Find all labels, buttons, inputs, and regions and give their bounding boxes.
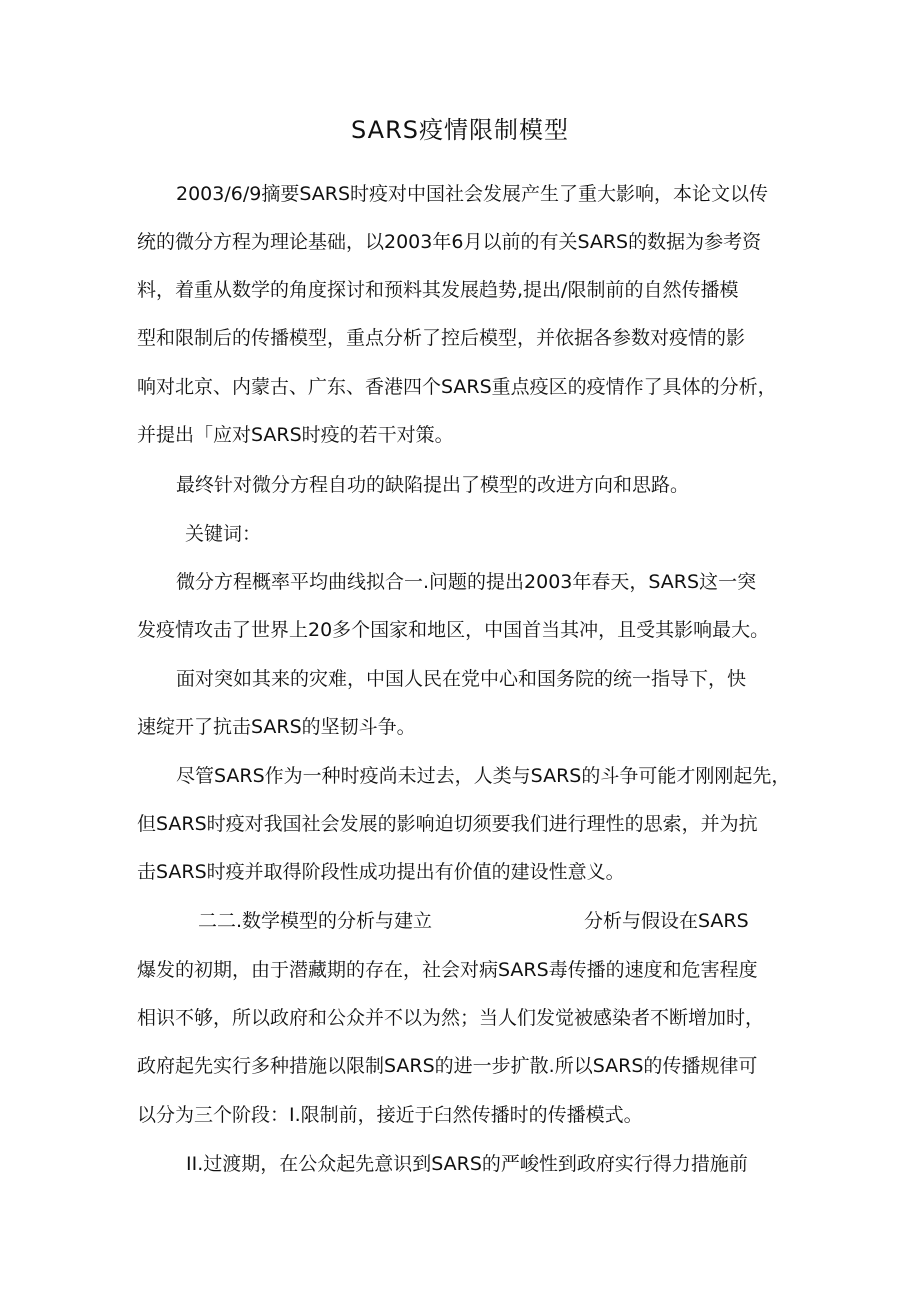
paragraph-line: 以分为三个阶段：I.限制前，接近于臼然传播时的传播模式。	[137, 1104, 643, 1126]
paragraph-line: 型和限制后的传播模型，重点分析了控后模型，并依据各参数对疫情的影	[137, 327, 746, 349]
paragraph-line: 微分方程概率平均曲线拟合一.问题的提出2003年春天，SARS这一突	[176, 571, 757, 593]
paragraph-line: 爆发的初期，由于潜藏期的存在，社会对病SARS毒传播的速度和危害程度	[137, 959, 758, 981]
paragraph-line: 发疫情攻击了世界上20多个国家和地区，中国首当其冲，且受其影响最大。	[137, 619, 770, 641]
paragraph-line: 击SARS时疫并取得阶段性成功提出有价值的建设性意义。	[137, 861, 625, 883]
paragraph-line: 尽管SARS作为一种时疫尚未过去，人类与SARS的斗争可能才刚刚起先，	[176, 765, 791, 787]
paragraph-line: 并提出「应对SARS时疫的若干对策。	[137, 424, 454, 446]
document-title: SARS疫情限制模型	[350, 116, 569, 144]
paragraph-line: 政府起先实行多种措施以限制SARS的进一步扩散.所以SARS的传播规律可	[137, 1055, 758, 1077]
paragraph-line: 但SARS时疫对我国社会发展的影响迫切须要我们进行理性的思索，并为抗	[137, 813, 758, 835]
keywords-label: 关键词：	[185, 523, 262, 545]
paragraph-line: 料，着重从数学的角度探讨和预料其发展趋势,提出/限制前的自然传播模	[137, 279, 739, 301]
paragraph-line: 统的微分方程为理论基础，以2003年6月以前的有关SARS的数据为参考资	[137, 231, 762, 253]
section-subheading: 分析与假设在SARS	[584, 910, 749, 932]
paragraph-line: 相识不够，所以政府和公众并不以为然；当人们发觉被感染者不断增加时，	[137, 1007, 765, 1029]
section-heading: 二二.数学模型的分析与建立	[198, 910, 433, 932]
paragraph-line: 面对突如其来的灾难，中国人民在党中心和国务院的统一指导下，快	[176, 668, 747, 690]
paragraph-line: 2003/6/9摘要SARS时疫对中国社会发展产生了重大影响，本论文以传	[176, 183, 769, 205]
paragraph-line: 速绽开了抗击SARS的坚韧斗争。	[137, 716, 416, 738]
paragraph-line: 最终针对微分方程自功的缺陷提出了模型的改进方向和思路。	[176, 474, 690, 496]
paragraph-line: II.过渡期，在公众起先意识到SARS的严峻性到政府实行得力措施前	[186, 1153, 748, 1175]
paragraph-line: 响对北京、内蒙古、广东、香港四个SARS重点疫区的疫情作了具体的分析，	[137, 376, 777, 398]
